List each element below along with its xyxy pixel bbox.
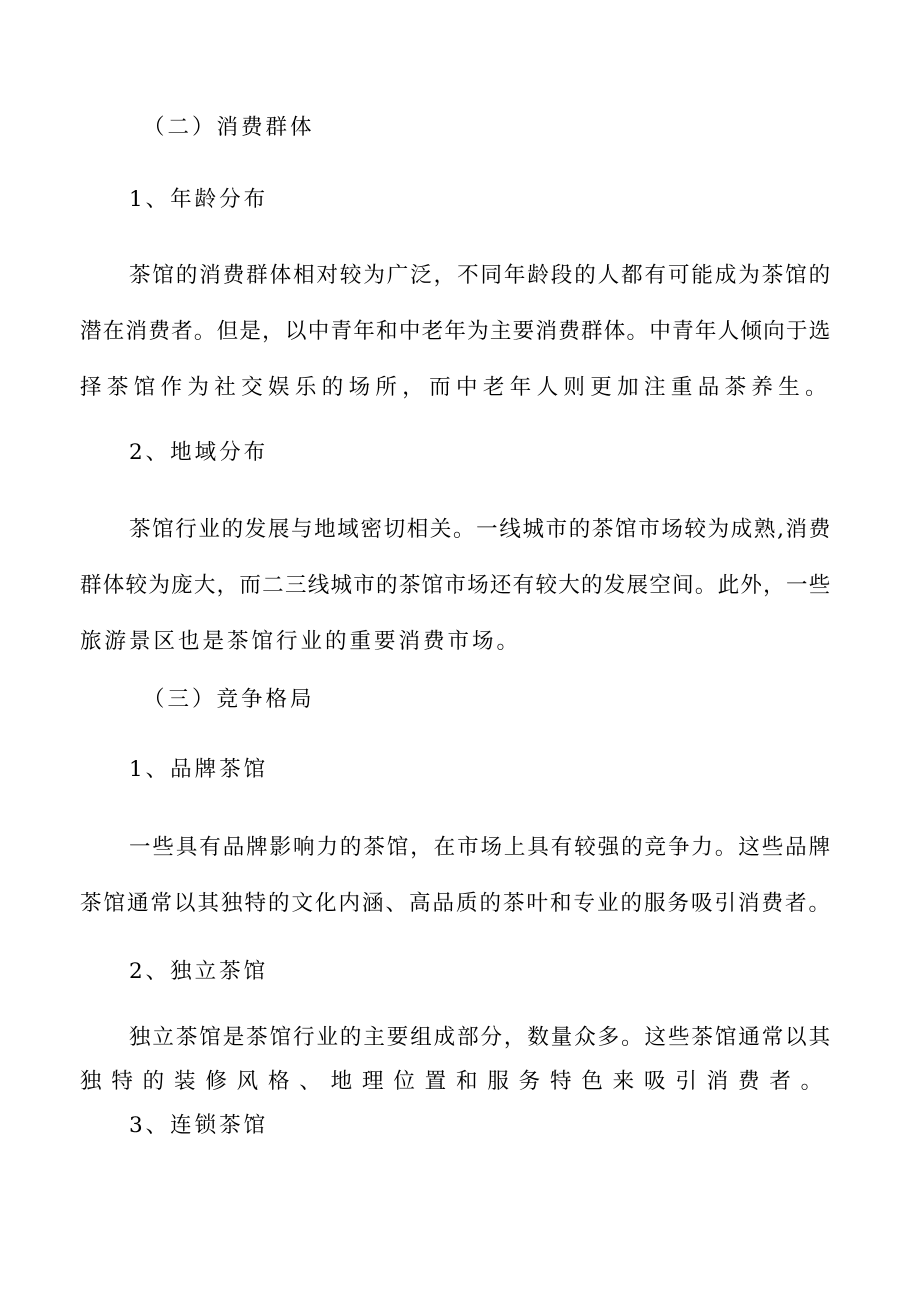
paragraph-line: 旅游景区也是茶馆行业的重要消费市场。 bbox=[80, 629, 522, 654]
subheading-age-distribution: 1、年龄分布 bbox=[129, 187, 269, 212]
paragraph-line: 独立茶馆是茶馆行业的主要组成部分，数量众多。这些茶馆通常以其 bbox=[129, 1025, 833, 1050]
subheading-brand-teahouse: 1、品牌茶馆 bbox=[129, 757, 269, 782]
paragraph-line: 潜在消费者。但是，以中青年和中老年为主要消费群体。中青年人倾向于选 bbox=[80, 319, 832, 344]
subheading-chain-teahouse: 3、连锁茶馆 bbox=[129, 1113, 269, 1138]
section-heading-consumer-groups: （二）消费群体 bbox=[143, 115, 315, 140]
paragraph-line: 独特的装修风格、地理位置和服务特色来吸引消费者。 bbox=[80, 1069, 833, 1094]
paragraph-line: 择茶馆作为社交娱乐的场所，而中老年人则更加注重品茶养生。 bbox=[80, 375, 833, 400]
subheading-regional-distribution: 2、地域分布 bbox=[129, 440, 269, 465]
paragraph-line: 茶馆的消费群体相对较为广泛，不同年龄段的人都有可能成为茶馆的 bbox=[129, 263, 833, 288]
section-heading-competition: （三）竞争格局 bbox=[143, 687, 315, 712]
paragraph-line: 茶馆通常以其独特的文化内涵、高品质的茶叶和专业的服务吸引消费者。 bbox=[80, 891, 833, 916]
paragraph-line: 茶馆行业的发展与地域密切相关。一线城市的茶馆市场较为成熟,消费 bbox=[129, 517, 832, 542]
subheading-independent-teahouse: 2、独立茶馆 bbox=[129, 959, 269, 984]
paragraph-line: 群体较为庞大，而二三线城市的茶馆市场还有较大的发展空间。此外，一些 bbox=[80, 573, 832, 598]
paragraph-line: 一些具有品牌影响力的茶馆，在市场上具有较强的竞争力。这些品牌 bbox=[129, 835, 833, 860]
